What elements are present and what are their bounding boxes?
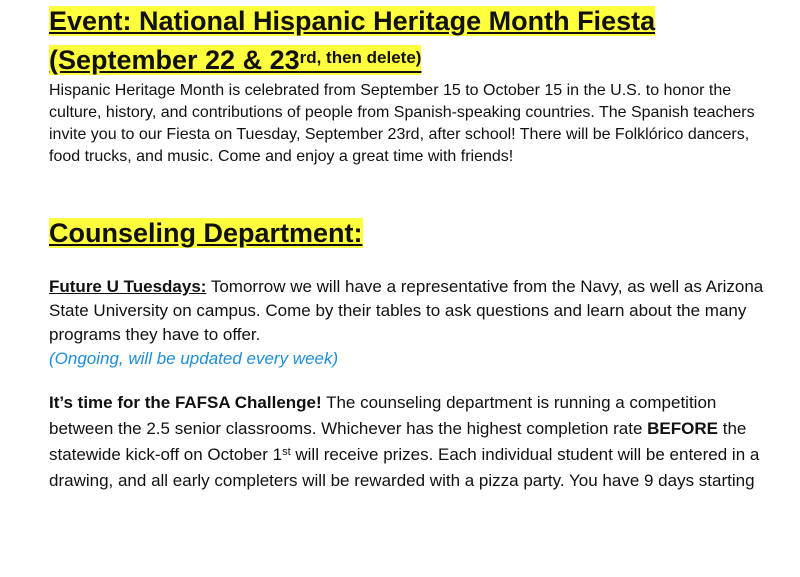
fafsa-text1: The counseling department is running a competition between the 2.5 senior classrooms. Whichever has the highest completion rate [49,393,717,438]
event-body: Hispanic Heritage Month is celebrated from September 15 to October 15 in the U.S. to honor the culture, history, and contributions of people from Spanish-speaking countries. The Spanish teachers invite you to our Fiesta on Tuesday, September 23rd, after school! There will be Folklórico dancers, food trucks, and music. Come and enjoy a great time with friends! [49,82,755,165]
future-u-note: (Ongoing, will be updated every week) [49,349,339,368]
counseling-heading-text: Counseling Department: [49,218,363,248]
event-dates-sup: rd, then delete) [299,48,422,67]
future-u-paragraph [49,275,769,371]
event-title-line1: Event: National Hispanic Heritage Month Fiesta [49,6,656,36]
event-dates-text: (September 22 & 23 [49,45,300,75]
event-title [49,2,655,40]
fafsa-text2: the statewide kick-off on October 1 [49,419,747,464]
fafsa-bold-word: BEFORE [647,419,718,438]
future-u-label: Future U Tuesdays: [49,277,207,296]
fafsa-sup: st [282,446,291,458]
fafsa-text3: will receive prizes. Each individual student will be entered in a drawing, and all early completers will be rewarded with a pizza party. You have 9 days starting [49,445,760,490]
event-dates [49,41,421,79]
future-u-text: Tomorrow we will have a representative from the Navy, as well as Arizona State University on campus. Come by their tables to ask questions and learn about the many programs they have to offer. [49,277,764,344]
fafsa-label: It’s time for the FAFSA Challenge! [49,393,322,412]
fafsa-paragraph [49,390,769,494]
counseling-heading [49,214,363,252]
